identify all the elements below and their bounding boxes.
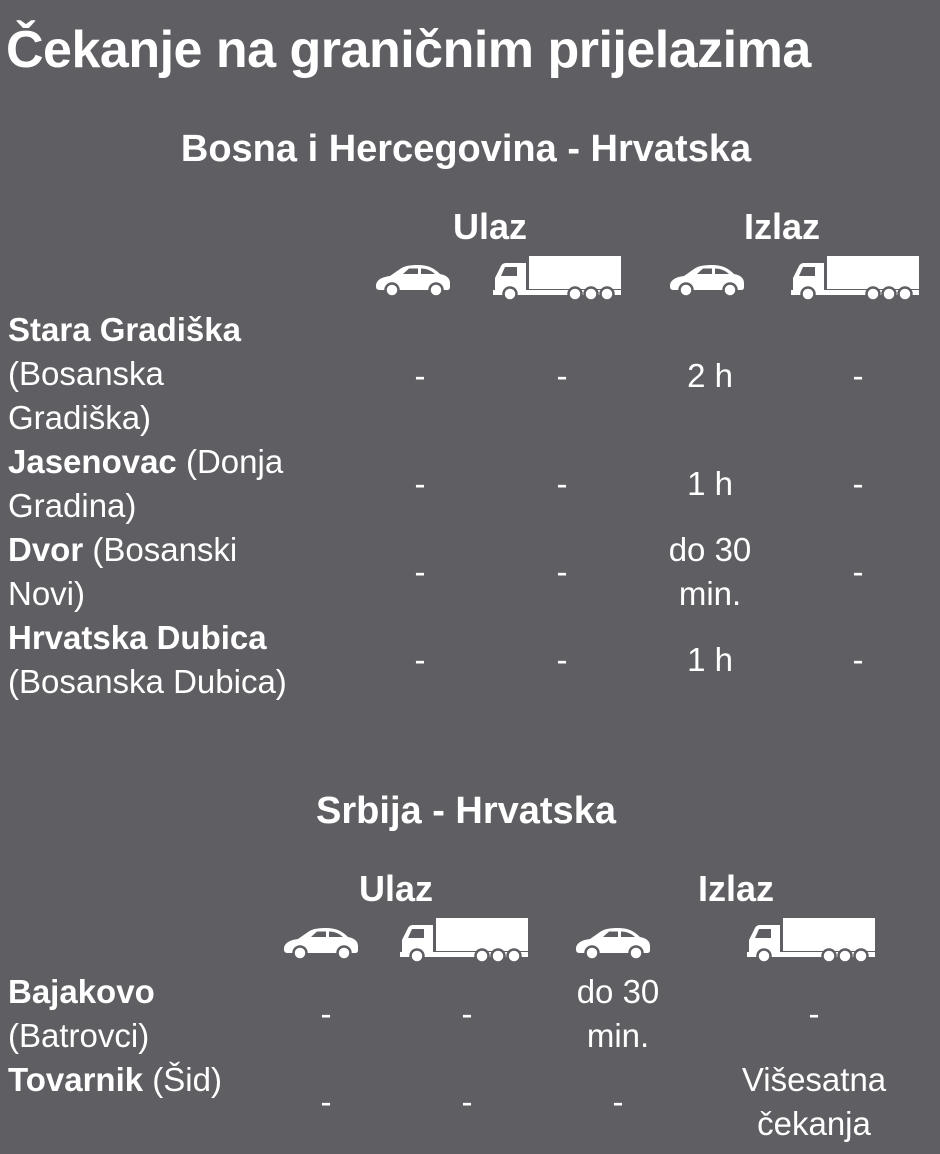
entry-truck-wait: - <box>461 1083 473 1120</box>
car-icon <box>372 262 452 296</box>
entry-header: Ulaz <box>452 206 528 247</box>
section-title-serbia: Srbija - Hrvatska <box>316 790 616 832</box>
crossing-name: Stara Gradiška (Bosanska Gradiška) <box>8 311 241 436</box>
entry-truck-wait: - <box>461 995 473 1032</box>
crossing-name: Jasenovac (Donja Gradina) <box>8 443 284 524</box>
exit-header: Izlaz <box>697 868 775 909</box>
exit-truck-wait: - <box>852 553 864 590</box>
exit-car-wait: 1 h <box>687 641 733 678</box>
truck-icon <box>493 256 623 302</box>
exit-car-wait: - <box>612 1083 624 1120</box>
crossing-name: Tovarnik (Šid) <box>8 1061 222 1098</box>
truck-icon <box>400 918 530 964</box>
entry-car-wait: - <box>414 357 426 394</box>
truck-icon <box>747 918 877 964</box>
car-icon <box>572 925 652 959</box>
entry-truck-wait: - <box>556 465 568 502</box>
entry-truck-wait: - <box>556 553 568 590</box>
entry-car-wait: - <box>320 995 332 1032</box>
car-icon <box>280 925 360 959</box>
exit-car-wait: 1 h <box>687 465 733 502</box>
exit-truck-wait: - <box>852 641 864 678</box>
entry-car-wait: - <box>414 641 426 678</box>
crossing-name: Hrvatska Dubica (Bosanska Dubica) <box>8 619 287 700</box>
section-title-bih: Bosna i Hercegovina - Hrvatska <box>180 128 752 170</box>
entry-truck-wait: - <box>556 357 568 394</box>
exit-car-wait: do 30 min. <box>668 531 752 612</box>
exit-truck-wait: Višesatna čekanja <box>741 1061 887 1142</box>
entry-header: Ulaz <box>358 868 434 909</box>
crossing-name: Bajakovo (Batrovci) <box>8 973 155 1054</box>
entry-car-wait: - <box>414 553 426 590</box>
page-title: Čekanje na graničnim prijelazima <box>6 21 811 79</box>
crossing-name: Dvor (Bosanski Novi) <box>8 531 238 612</box>
exit-car-wait: do 30 min. <box>576 973 660 1054</box>
car-icon <box>666 262 746 296</box>
entry-car-wait: - <box>320 1083 332 1120</box>
exit-car-wait: 2 h <box>687 357 733 394</box>
exit-truck-wait: - <box>808 995 820 1032</box>
exit-truck-wait: - <box>852 465 864 502</box>
truck-icon <box>791 256 921 302</box>
entry-car-wait: - <box>414 465 426 502</box>
entry-truck-wait: - <box>556 641 568 678</box>
exit-truck-wait: - <box>852 357 864 394</box>
exit-header: Izlaz <box>743 206 821 247</box>
